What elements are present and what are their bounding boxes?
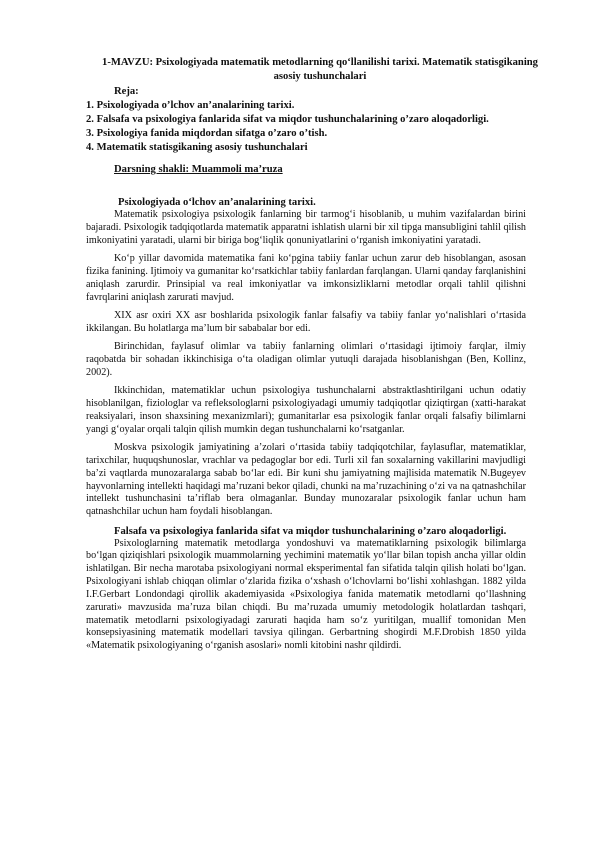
paragraph: XIX asr oxiri XX asr boshlarida psixologik fanlar falsafiy va tabiiy fanlar yo‘nalishlari o‘rtasida ikkilangan. Bu holatlarga ma’lum bir sababalar bor edi.: [86, 309, 526, 334]
paragraph: Birinchidan, faylasuf olimlar va tabiiy fanlarning olimlari o‘rtasidagi ijtimoiy farqlar, ilmiy raqobatda bir sohadan ikkinchisiga o‘ta oladigan olimlar yutuqli darajada hisoblanishgan (Ben, Kollinz, 2002).: [86, 341, 526, 378]
document-body: [86, 196, 526, 659]
paragraph: Moskva psixologik jamiyatining a’zolari o‘rtasida tabiiy tadqiqotchilar, faylasuflar, matematiklar, tarixchilar, huquqshunoslar, vrachlar va pedagoglar bor edi. Turli xil fan soxalarning vakillarini mavjudligi ba’zi vaqtlarda munozaralarga sabab bo‘lar edi. Bir kuni shu jamiyatning majlisida matematik N.Bugeyev hayvonlarning intellekti haqidagi ma’ruzani bekor qiladi, chunki na ma’ruzachining o‘zi va na qatnashchilar intellekt tushunchasini ta’riflab bera olmaganlar. Bunday munozaralar psixologik fanlar uchun ham qatnashchilar uchun ham foydali hisoblangan.: [86, 442, 526, 518]
section-heading: Falsafa va psixologiya fanlarida sifat va miqdor tushunchalarining o’zaro aloqadorligi.: [114, 525, 507, 537]
lesson-form: Darsning shakli: Muammoli ma’ruza: [114, 164, 283, 175]
plan-label: Reja:: [114, 86, 139, 97]
plan-item: 2. Falsafa va psixologiya fanlarida sifat va miqdor tushunchalarining o’zaro aloqadorligi.: [86, 114, 489, 125]
plan-list: [86, 99, 489, 155]
section-heading: Psixologiyada o‘lchov an’analarining tarixi.: [118, 197, 316, 208]
paragraph: Psixologlarning matematik metodlarga yondoshuvi va matematiklarning psixologik bilimlarga bo‘lgan qiziqishlari psixologik muammolarning yechimini matematik yo‘llar bilan topish ancha yillar oldin ishlatilgan. Bir necha marotaba psixologiyani normal eksperimental fan sifatida talqin qilish holati bo‘lgan. Psixologiyani ishlab chiqqan olimlar o‘zlarida fizika o‘xshash o‘lchovlarni bo‘lishi xohlashgan. 1882 yilda I.F.Gerbart Londondagi qirollik akademiyasida «Psixologiya fanida matematik metodlarni qo‘llashning zarurati» mavzusida ma’ruza bilan chiqdi. Bu ma’ruzada umumiy metodologik holatlardan tashqari, matematik metodlarni psixologiyadagi zarurati haqida ham so‘z yuritilgan, muallif tomonidan Men konsepsiyasining matematik modellari tavsiya qilingan. Gerbartning shogirdi M.F.Drobish 1850 yilda «Matematik psixologiyaning o‘rganish asoslari» nomli kitobini nashr qildirdi.: [86, 537, 526, 652]
plan-item: 3. Psixologiya fanida miqdordan sifatga o’zaro o’tish.: [86, 128, 328, 139]
page-title: 1-MAVZU: Psixologiyada matematik metodlarning qo‘llanilishi tarixi. Matematik statisgikaning asosiy tushunchalari: [102, 57, 538, 82]
paragraph: Ikkinchidan, matematiklar uchun psixologiya tushunchalarni abstraktlashtirilgani uchun odatiy hisoblanilgan, fiziologlar va refleksologlarni psixologiyadagi umumiy tadqiqotlar qiziqtirgan (xatti-harakat reaksiyalari, inson shaxsining mexanizmlari); gumanitarlar esa psixologik fanlar orqali falsafiy bilimlarni yangi g‘oyalar orqali talqin qilish mumkin degan tushunchalarni ko‘rsatganlar.: [86, 385, 526, 435]
plan-item: 4. Matematik statisgikaning asosiy tushunchalari: [86, 142, 308, 153]
paragraph: Matematik psixologiya psixologik fanlarning bir tarmog‘i hisoblanib, u muhim vazifalardan birini bajaradi. Psixologik tadqiqotlarda matematik apparatni ishlatish ularni bir xil tipga mansubligini tahlil qilish imkoniyatini yaratadi, ularni bir biriga bog‘liqlik qonuniyatlarini o‘rganish imkoniyatini yaratadi.: [86, 209, 526, 246]
paragraph: Ko‘p yillar davomida matematika fani ko‘pgina tabiiy fanlar uchun zarur deb hisoblangan, asosan fizika fanining. Ijtimoiy va gumanitar ko‘rsatkichlar tabiiy fanlardan farqlangan. Ularni qanday farqlanishini aniqlash zarurdir. Prinsipial va real imkoniyatlar va imkonsizliklarni metodlar orqali tahlil qilishni favrqlarini aniqlash zarurati mavjud.: [86, 253, 527, 303]
plan-item: 1. Psixologiyada o’lchov an’analarining tarixi.: [86, 100, 295, 111]
